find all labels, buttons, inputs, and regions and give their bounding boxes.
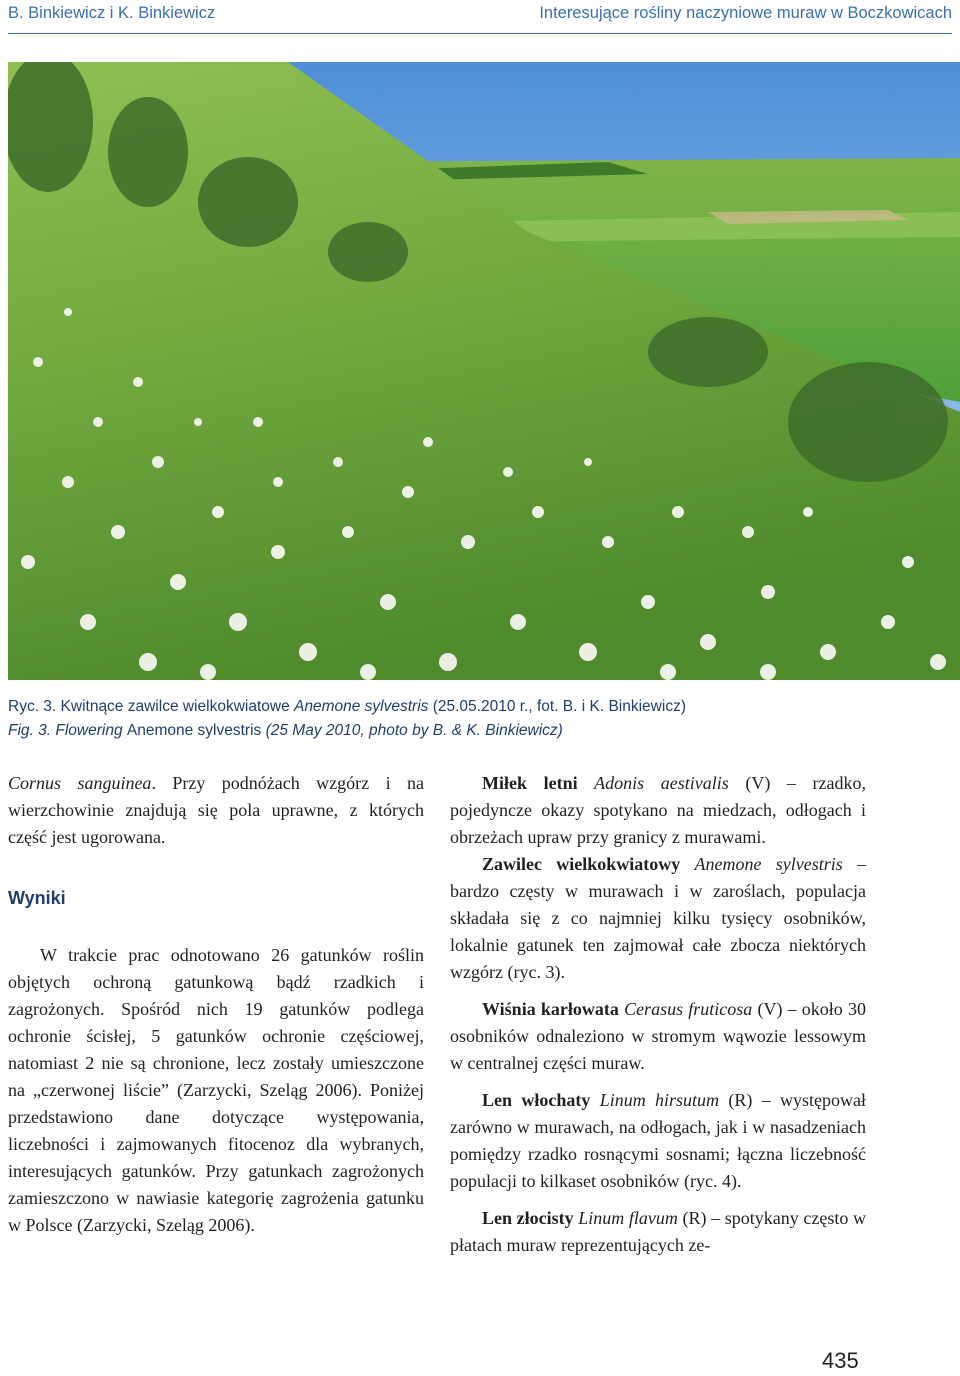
species-entry: Len włochaty Linum hirsutum (R) – występował zarówno w murawach, na odłogach, jak i w nasadzeniach pomiędzy rzadko rosnącymi sosnami; łączna liczebność populacji to kilkaset osobników (ryc. 4).: [450, 1090, 867, 1191]
caption-polish: Ryc. 3. Kwitnące zawilce wielkokwiatowe Anemone sylvestris (25.05.2010 r., fot. B. i K. Binkiewicz): [8, 698, 686, 715]
page-number: 435: [822, 1348, 859, 1373]
left-column: [8, 770, 424, 1239]
header-rule: [8, 33, 952, 34]
section-heading: Wyniki: [8, 888, 66, 908]
species-entry: Wiśnia karłowata Cerasus fruticosa (V) – około 30 osobników odnaleziono w stromym wąwozie lessowym w centralnej części muraw.: [450, 999, 866, 1073]
figure-caption: [8, 695, 908, 743]
running-header: [8, 0, 952, 34]
species-entry: Zawilec wielkokwiatowy Anemone sylvestris – bardzo częsty w murawach i w zaroślach, populacja składała się z co najmniej kilku tysięcy osobników, lokalnie gatunek ten zajmował całe zbocza niektórych wzgórz (ryc. 3).: [450, 854, 867, 982]
species-entry: Len złocisty Linum flavum (R) – spotykany często w płatach muraw reprezentujących ze-: [450, 1208, 867, 1255]
paragraph-intro-end: Cornus sanguinea. Przy podnóżach wzgórz i na wierzchowinie znajdują się pola uprawne, z których część jest ugorowana.: [8, 773, 424, 847]
caption-english: Fig. 3. Flowering Anemone sylvestris (25 May 2010, photo by B. & K. Binkiewicz): [8, 722, 563, 739]
figure-photo: [8, 62, 960, 680]
right-column: [450, 770, 866, 1259]
header-title: Interesujące rośliny naczyniowe muraw w Boczkowicach: [539, 4, 952, 22]
species-entry: Miłek letni Adonis aestivalis (V) – rzadko, pojedyncze okazy spotykano na miedzach, odłogach i obrzeżach upraw przy granicy z murawami.: [450, 773, 866, 847]
paragraph-results: W trakcie prac odnotowano 26 gatunków roślin objętych ochroną gatunkową bądź rzadkich i zagrożonych. Spośród nich 19 gatunków podlega ochronie ścisłej, 5 gatunków ochronie częściowej, natomiast 2 nie są chronione, lecz zostały umieszczone na „czerwonej liście” (Zarzycki, Szeląg 2006). Poniżej przedstawiono dane dotyczące występowania, liczebności i zajmowanych fitocenoz dla wybranych, interesujących gatunków. Przy gatunkach zagrożonych zamieszczono w nawiasie kategorię zagrożenia gatunku w Polsce (Zarzycki, Szeląg 2006).: [8, 945, 424, 1235]
header-authors: B. Binkiewicz i K. Binkiewicz: [8, 4, 216, 22]
